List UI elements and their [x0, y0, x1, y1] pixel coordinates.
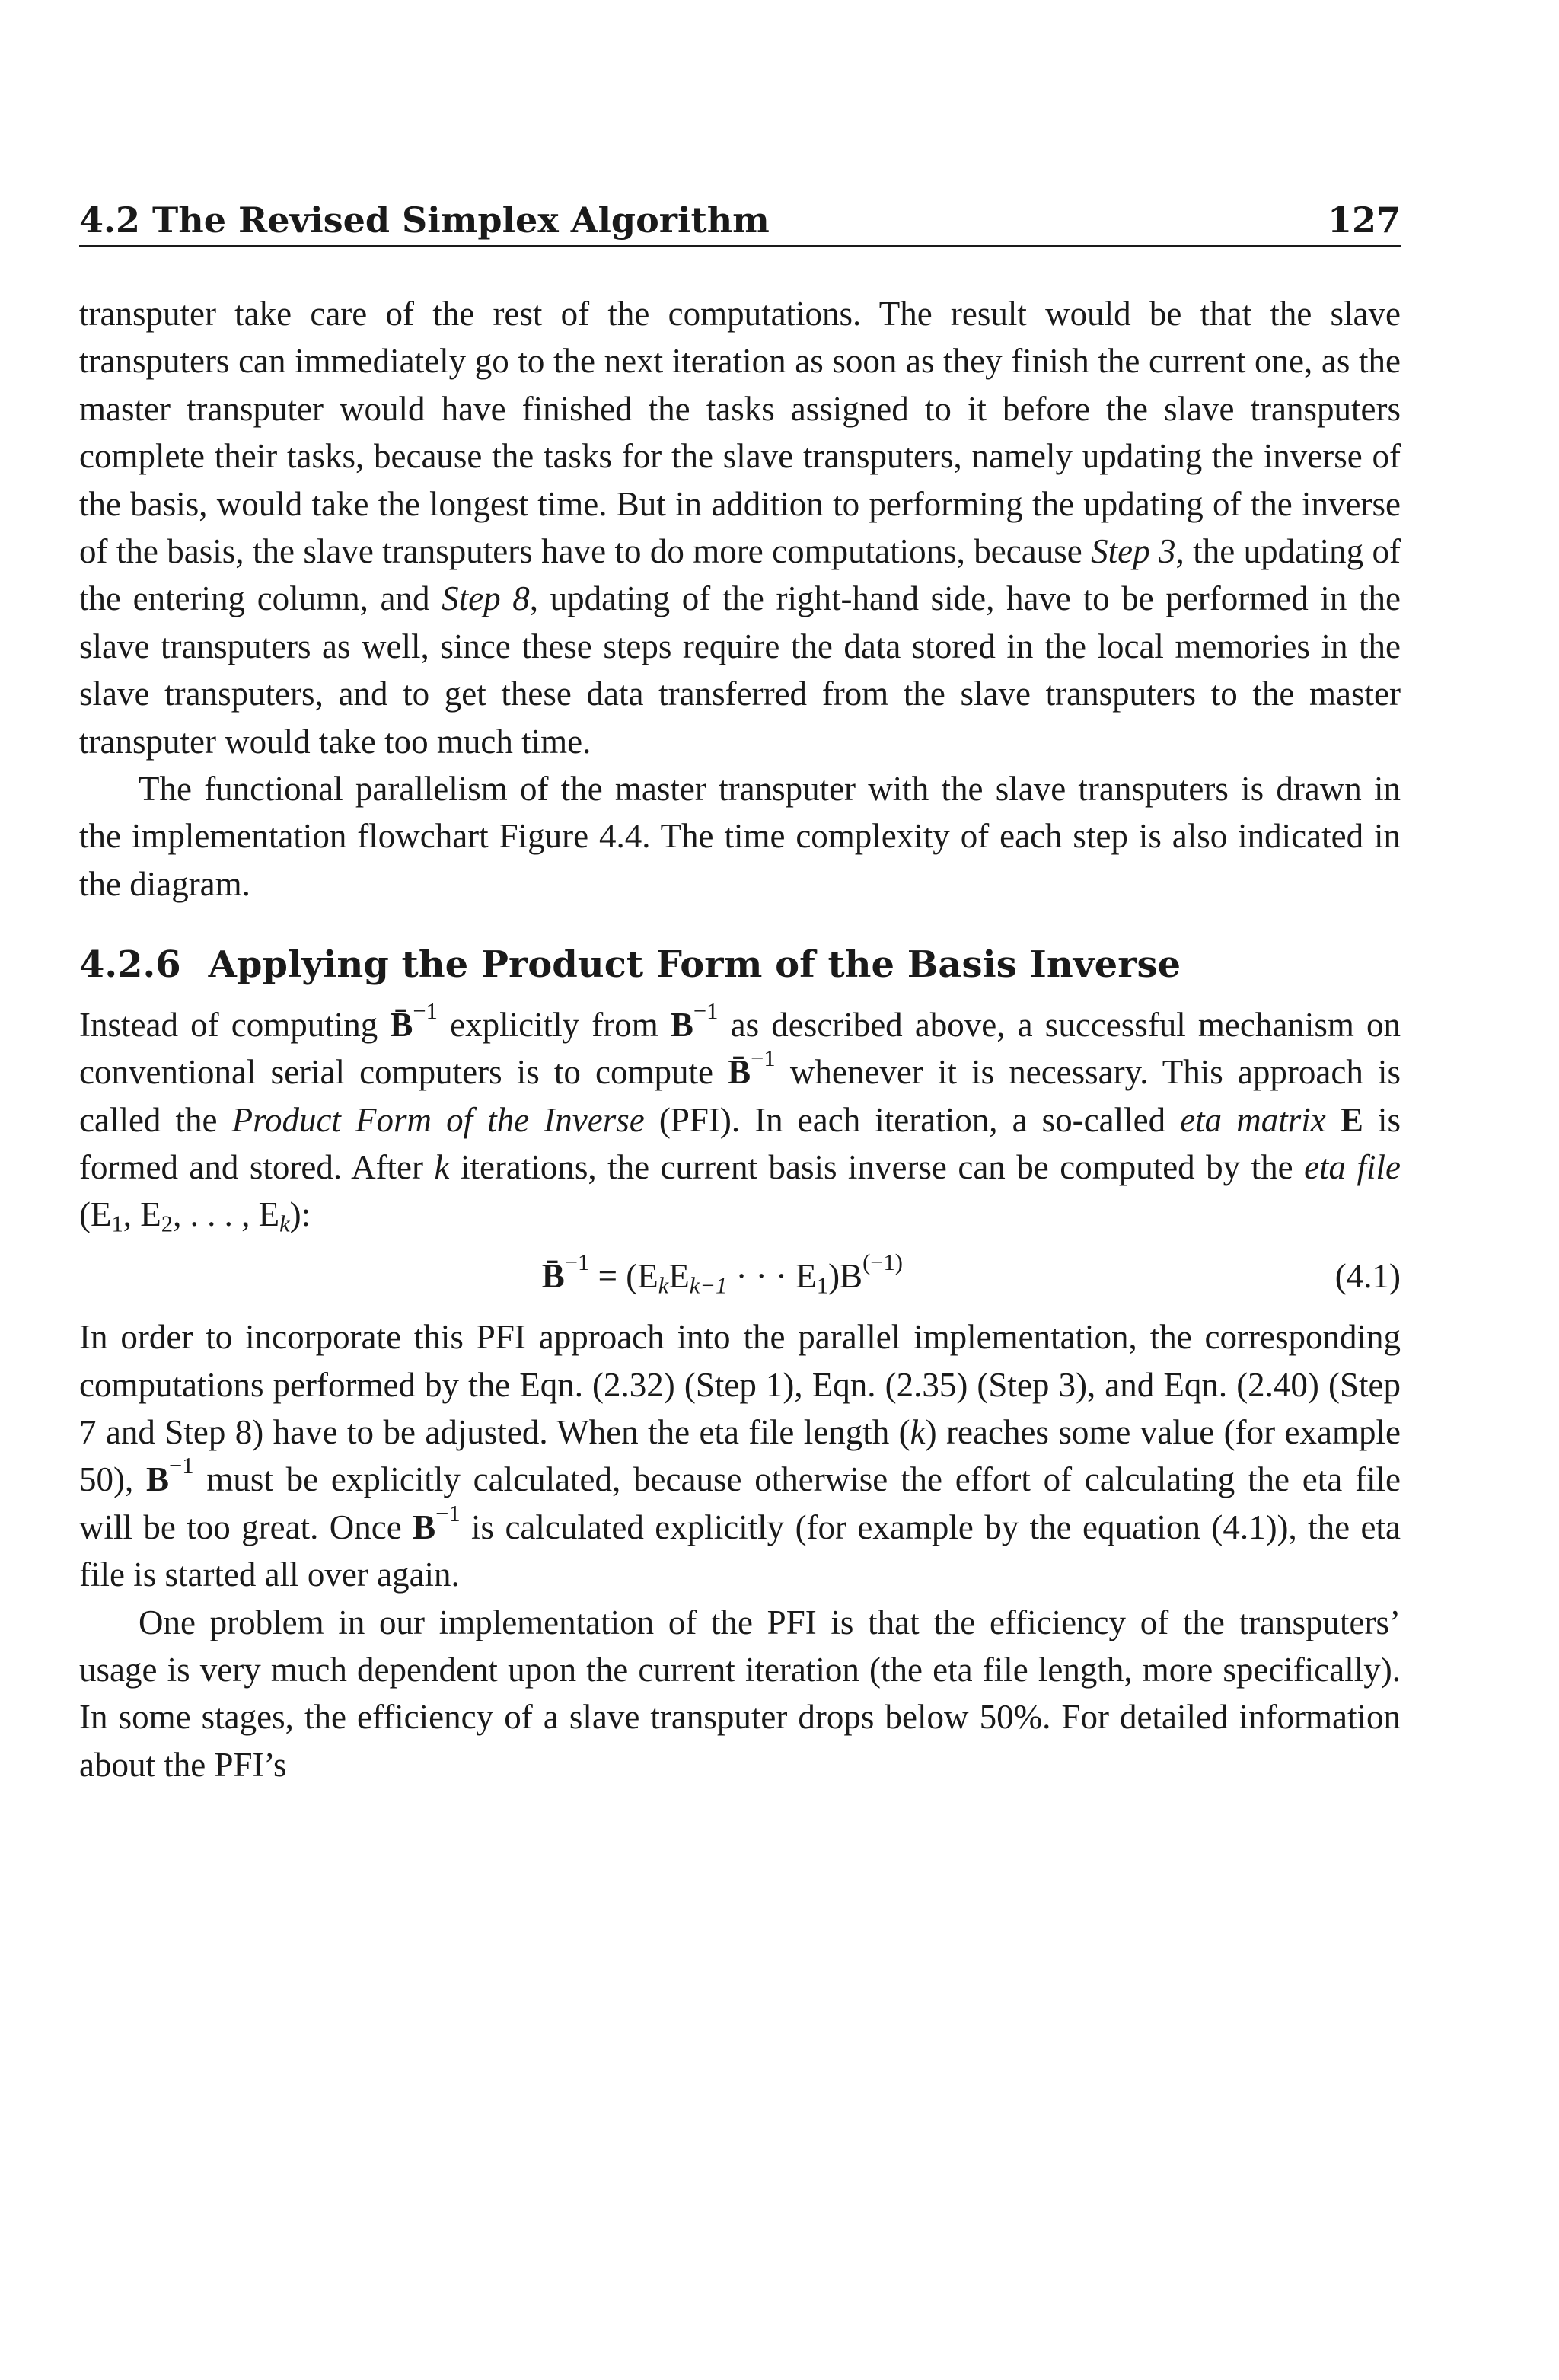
paragraph-1: transputer take care of the rest of the computations. The result would be that the slave transputers can immediately go to the next iteration as soon as they finish the current one, as the master transputer would have finished the tasks assigned to it before the slave transputers complete their tasks, because the tasks for the slave transputers, namely updating the inverse of the basis, would take the longest time. But in addition to performing the updating of the inverse of the basis, the slave transputers have to do more computations, because Step 3, the updating of the entering column, and Step 8, updating of the right-hand side, have to be performed in the slave transputers as well, since these steps require the data stored in the local memories in the slave transputers, and to get these data transferred from the slave transputers to the master transputer would take too much time.: [79, 295, 1401, 761]
section-title: 4.2 The Revised Simplex Algorithm: [79, 199, 770, 241]
paragraph-5: One problem in our implementation of the PFI is that the efficiency of the transputers’ usage is very much dependent upon the current iteration (the eta file length, more specifically). In some stages, the efficiency of a slave transputer drops below 50%. For detailed information about the PFI’s: [79, 1603, 1401, 1784]
paragraph-2: The functional parallelism of the master transputer with the slave transputers is drawn in the implementation flowchart Figure 4.4. The time complexity of each step is also indicated in the diagram.: [79, 770, 1401, 903]
running-head: [79, 199, 1401, 247]
step-8-ref: Step 8: [442, 579, 530, 618]
pfi-term: Product Form of the Inverse: [231, 1100, 645, 1139]
equation-number: (4.1): [1334, 1256, 1401, 1295]
eta-file-term: eta file: [1304, 1147, 1401, 1186]
page-number: 127: [1327, 199, 1401, 241]
section-heading: [79, 941, 1401, 988]
paragraph-4: In order to incorporate this PFI approach into the parallel implementation, the corresponding computations performed by the Eqn. (2.32) (Step 1), Eqn. (2.35) (Step 3), and Eqn. (2.40) (Step 7 and Step 8) have to be adjusted. When the eta file length (k) reaches some value (for example 50), $B^{-1}$ must be explicitly calculated, because otherwise the effort of calculating the eta file will be too great. Once $B^{-1}$ is calculated explicitly (for example by the equation (4.1)), the eta file is started all over again.: [79, 1318, 1401, 1594]
body-text: [79, 290, 1401, 1788]
step-3-ref: Step 3: [1091, 532, 1176, 571]
page: [79, 199, 1401, 1788]
section-heading-title: Applying the Product Form of the Basis Inverse: [208, 943, 1181, 987]
equation-body: B̄$^{-1}$ = ($E_kE_{k-1}$ · · · $E_1)B^{(-1)}$: [541, 1249, 903, 1299]
paragraph-3: Instead of computing B̄$^{-1}$ explicitly from $B^{-1}$ as described above, a successful mechanism on conventional serial computers is to compute B̄$^{-1}$ whenever it is necessary. This approach is called the Product Form of the Inverse (PFI). In each iteration, a so-called eta matrix E is formed and stored. After k iterations, the current basis inverse can be computed by the eta file ($E_1$, $E_2$, . . . , $E_k$):: [79, 997, 1401, 1237]
equation-4-1: [79, 1249, 1401, 1300]
section-number: 4.2.6: [79, 943, 181, 987]
eta-matrix-term: eta matrix: [1180, 1100, 1326, 1139]
